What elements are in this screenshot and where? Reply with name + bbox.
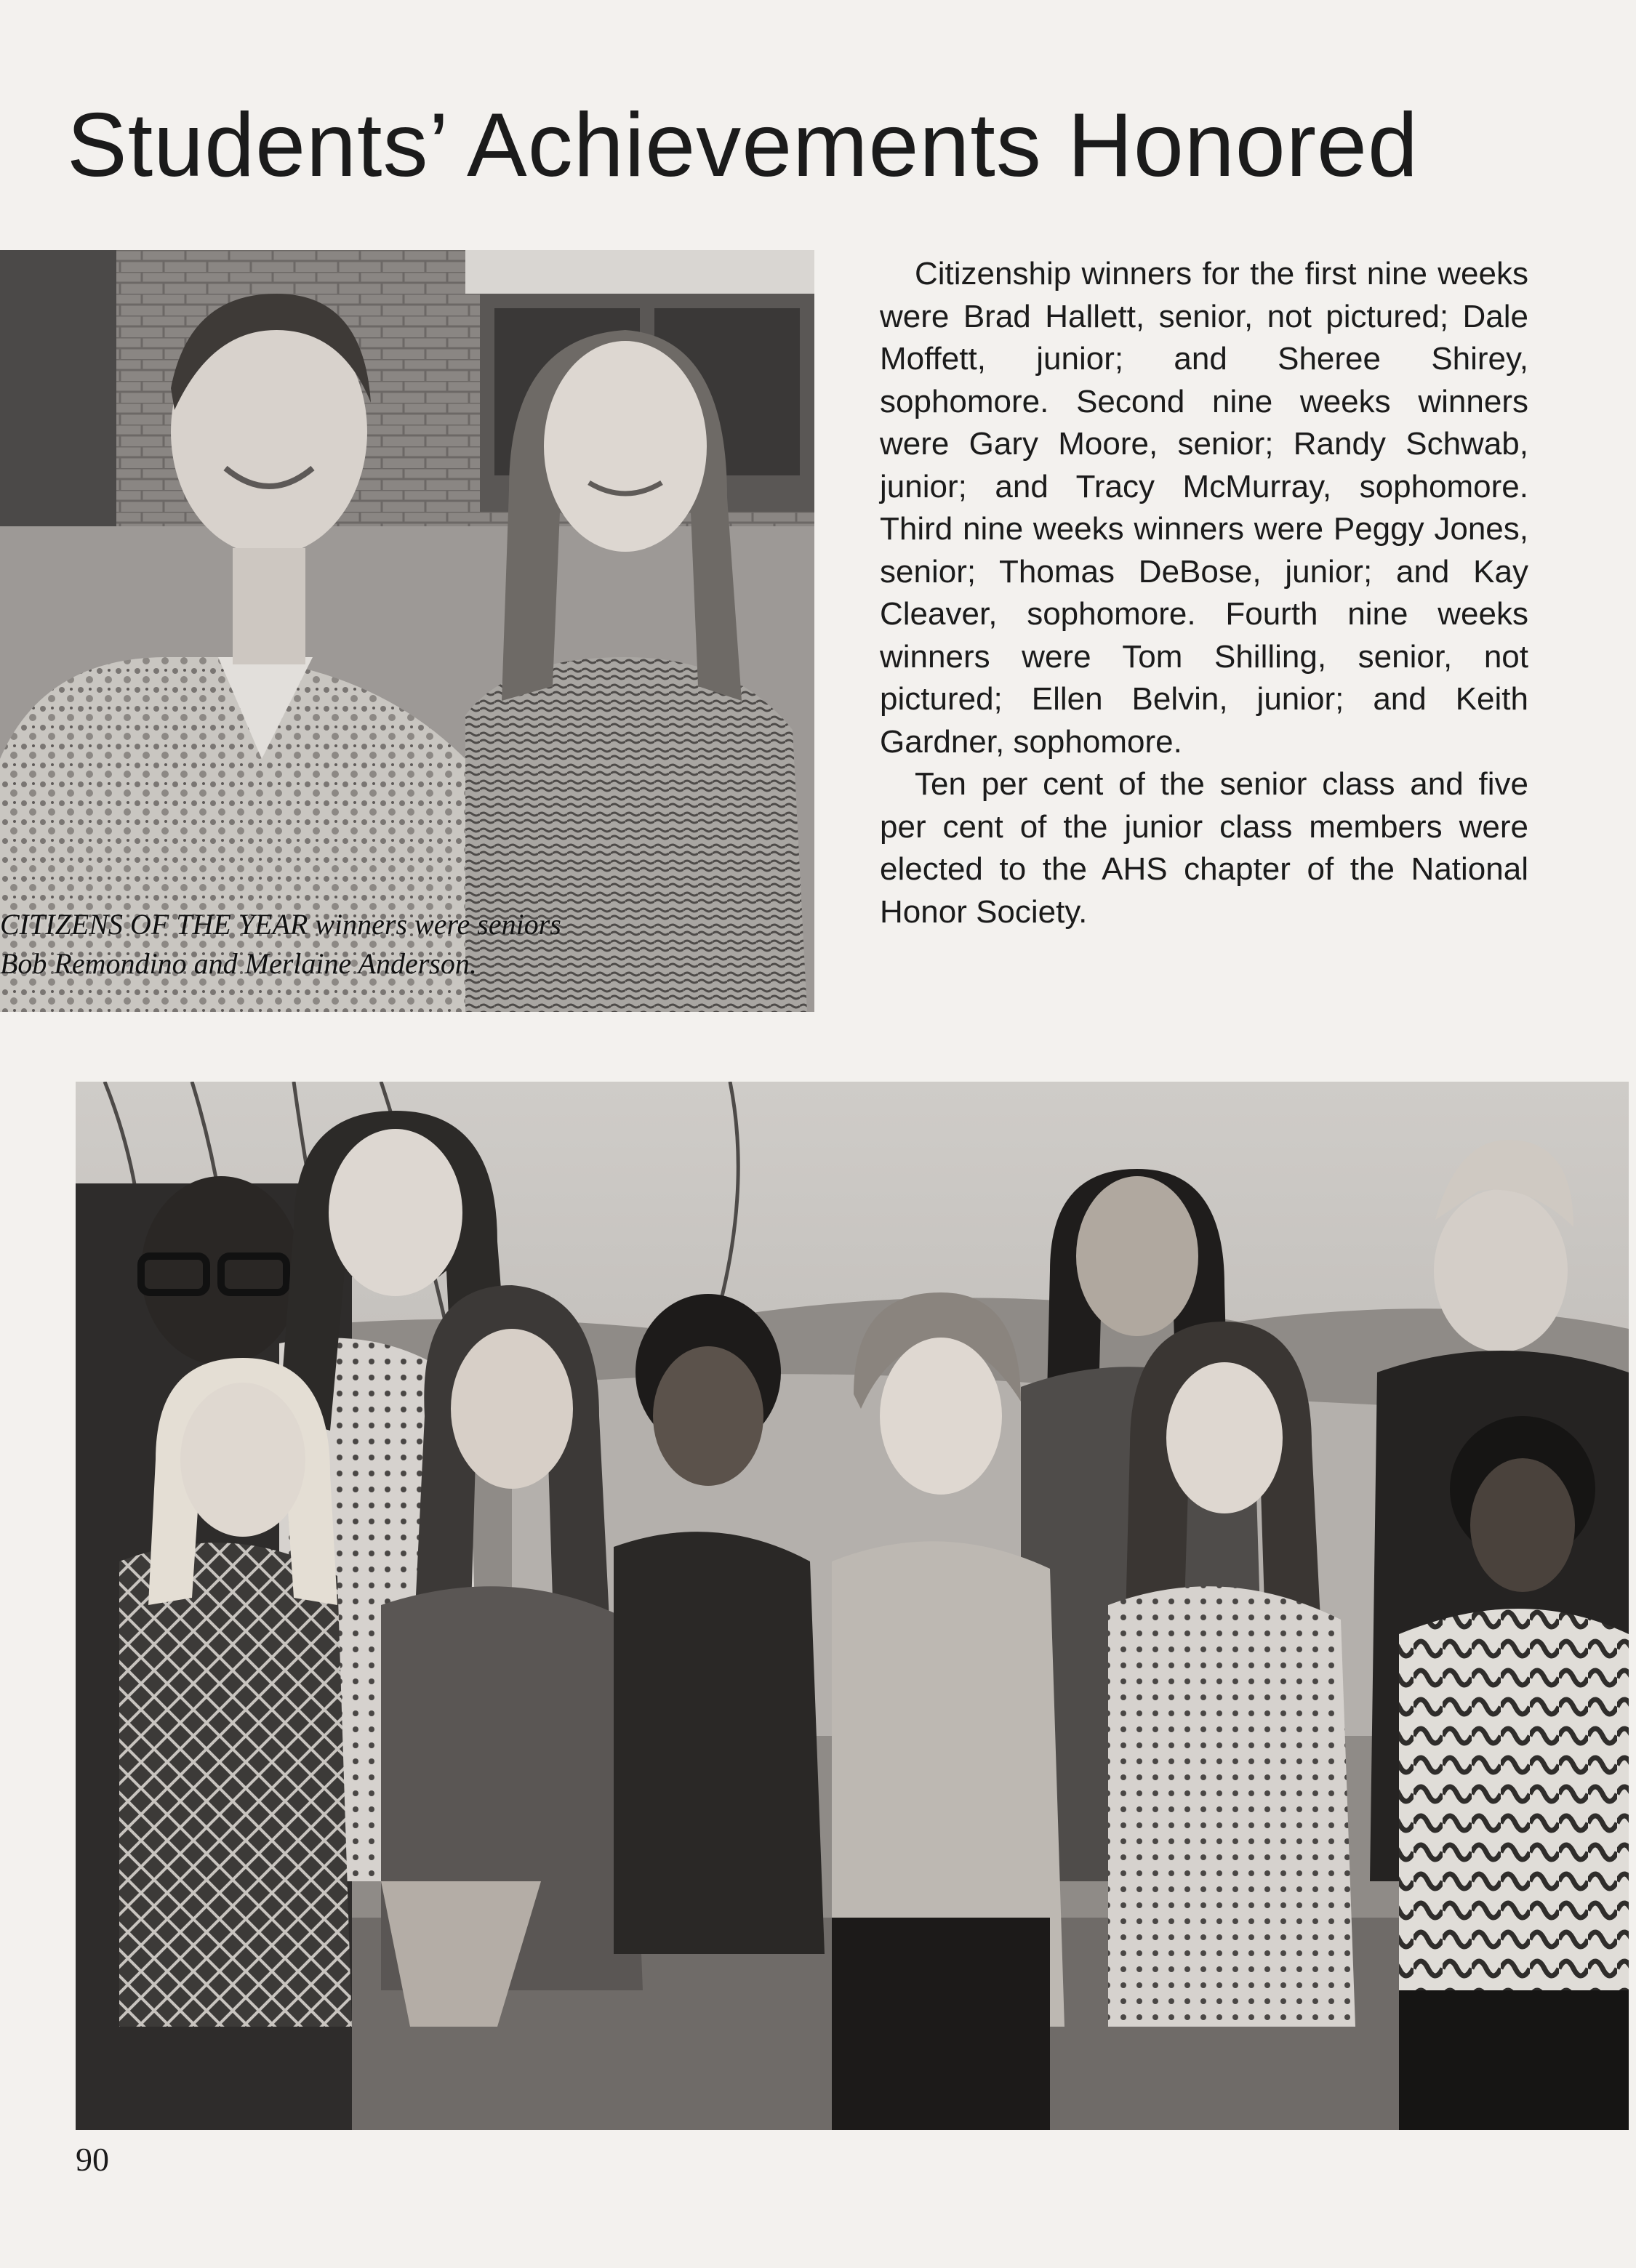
article-paragraph-citizenship: Citizenship winners for the first nine weeks were Brad Hallett, senior, not pictured; Dale Moffett, junior; and Sheree Shirey, sophomore. Second nine weeks winners were Gary Moore, senior; Randy Schwab, junior; and Tracy McMurray, sophomore. Third nine weeks winners were Peggy Jones, senior; Thomas DeBose, junior; and Kay Cleaver, sophomore. Fourth nine weeks winners were Tom Shilling, senior, not pictured; Ellen Belvin, junior; and Keith Gardner, sophomore. — [880, 256, 1528, 760]
article-paragraph-honor-society: Ten per cent of the senior class and five per cent of the junior class members were elected to the AHS chapter of the National Honor Society. — [880, 766, 1528, 930]
page-number: 90 — [76, 2141, 109, 2178]
article-body — [880, 253, 1528, 933]
top-photo-caption: CITIZENS OF THE YEAR winners were seniors Bob Remondino and Merlaine Anderson. — [0, 908, 561, 980]
group-photo-illustration — [76, 1082, 1629, 2130]
page-title: Students’ Achievements Honored — [67, 95, 1419, 196]
citizenship-winners-group-photo — [76, 1082, 1629, 2130]
citizens-of-the-year-photo — [0, 250, 814, 1012]
citizens-photo-illustration — [0, 250, 814, 1012]
